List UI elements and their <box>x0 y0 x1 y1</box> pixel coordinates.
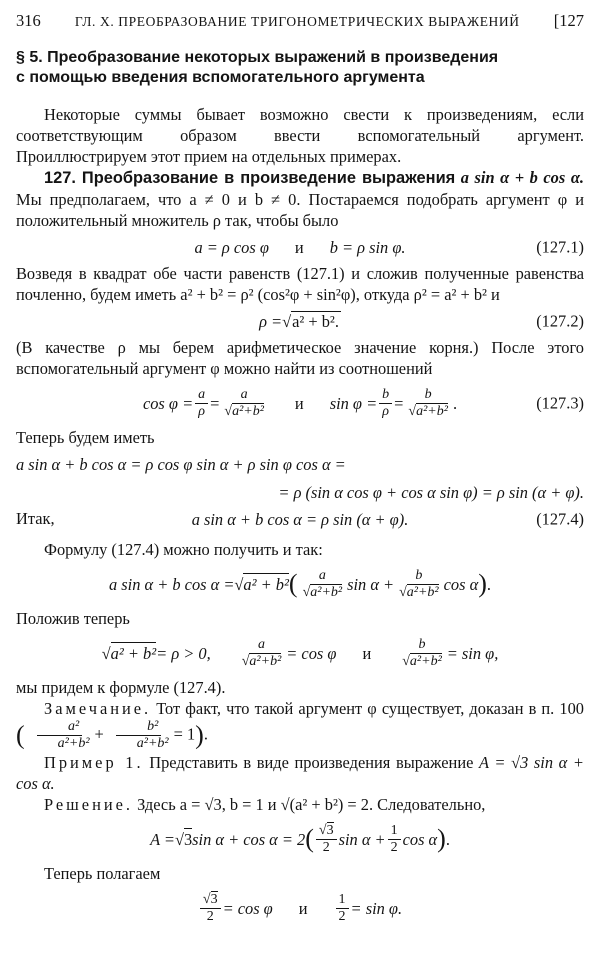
page-number: 316 <box>16 11 41 30</box>
solution-label: Решение. <box>44 795 133 814</box>
section-title-line-2: с помощью введения вспомогательного аргумента <box>16 69 425 86</box>
equation-solution: A = √ 3 sin α + cos α = 2 ( $\frac{√3}{2}$ sin α + $\frac{1}{2}$ cos α ) . <box>150 822 450 855</box>
fraction: $\frac{√3}{2}$ <box>200 892 221 925</box>
fraction: $\frac{a}{\text{√a²+b²}}$ <box>224 386 264 419</box>
equation-number-127-3: (127.3) <box>536 393 584 413</box>
fraction: $\frac{b}{\text{√a²+b²}}$ <box>399 567 439 600</box>
paragraph-setting: Положив теперь <box>16 609 130 628</box>
fraction: $\frac{\text{b²}}{\text{a²+b²}}$ <box>106 719 172 752</box>
equation-expansion-line-1: a sin α + b cos α = ρ cos φ sin α + ρ sin φ cos α = <box>16 454 346 474</box>
equation-final: $\frac{√3}{2}$ = cos φ и $\frac{1}{2}$ = sin φ. <box>16 888 584 928</box>
equation-127-2 <box>16 309 584 333</box>
fraction: $\frac{b}{\text{√a²+b²}}$ <box>408 386 448 419</box>
equation-127-3: cos φ = $\frac{a}{\rho}$ = $\frac{a}{\text{√a²+b²}}$ и sin φ = $\frac{b}{\rho}$ = $\frac{b}{\text{√a²+b²}}$ . (127.3) <box>142 386 584 419</box>
equation-127-2-lhs: ρ = <box>259 311 283 331</box>
paragraph-thus: Итак, <box>16 509 55 528</box>
equation-number-127-2: (127.2) <box>536 311 584 331</box>
solution-text: Здесь a = √3, b = 1 и √(a² + b²) = 2. Следовательно, <box>137 795 486 814</box>
paragraph-arrive: мы придем к формуле (127.4). <box>16 678 226 697</box>
paragraph-now-set: Теперь полагаем <box>44 864 161 883</box>
fraction: $\frac{\text{a²}}{\text{a²+b²}}$ <box>27 719 93 752</box>
solution-paragraph <box>16 794 584 815</box>
subsection-heading-expression: a sin α + b cos α. <box>460 168 584 187</box>
paragraph-squaring: Возведя в квадрат обе части равенств (127.1) и сложив полученные равенства почленно, будем иметь a² + b² = ρ² (cos²φ + sin²φ), откуда ρ² = a² + b² и <box>16 264 584 304</box>
example-expression: A = √3 sin α + cos α. <box>16 753 584 793</box>
equation-127-1 <box>16 235 584 259</box>
note-text: Тот факт, что такой аргумент φ существует, доказан в п. 100 <box>156 699 584 718</box>
fraction: $\frac{1}{2}$ <box>388 823 401 856</box>
example-paragraph <box>16 752 584 794</box>
example-text: Представить в виде произведения выражение <box>149 753 474 772</box>
equation-substitution: √ a² + b² = ρ > 0, $\frac{a}{\text{√a²+b²}}$ = cos φ и $\frac{b}{\text{√a²+b²}}$ = sin φ, <box>101 636 499 669</box>
fraction: $\frac{a}{\text{√a²+b²}}$ <box>241 636 282 669</box>
paragraph-root-choice: (В качестве ρ мы берем арифметическое значение корня.) После этого вспомогательный аргумент φ можно найти из соотношений <box>16 338 584 378</box>
equation-127-1-left: a = ρ cos φ <box>194 237 269 257</box>
equation-127-4 <box>16 507 584 531</box>
sqrt-symbol: √a² + b². <box>282 311 339 331</box>
intro-paragraph: Некоторые суммы бывает возможно свести к произведениям, если соответствующим образом ввести вспомогательный аргумент. Проиллюстрируем этот прием на отдельных примерах. <box>16 105 584 166</box>
fraction: $\frac{a}{\rho}$ <box>195 387 208 420</box>
fraction: $\frac{b}{\text{√a²+b²}}$ <box>402 636 442 669</box>
equation-number-127-4: (127.4) <box>536 509 584 529</box>
equation-127-2-radicand: a² + b². <box>292 311 339 331</box>
section-title-line-1: § 5. Преобразование некоторых выражений в произведения <box>16 49 499 66</box>
equation-expansion-line-2: = ρ (sin α cos φ + cos α sin φ) = ρ sin (α + φ). <box>278 482 584 502</box>
paragraph-now: Теперь будем иметь <box>16 428 155 447</box>
fraction: $\frac{a}{\text{√a²+b²}}$ <box>302 567 343 600</box>
note-paragraph: Замечание. Тот факт, что такой аргумент φ существует, доказан в п. 100 ( $\frac{\text{a²}}{\text{a²+b²}}$ + $\frac{\text{b²}}{\text{a²+b²}}$ = 1). <box>16 699 584 751</box>
fraction: $\frac{b}{\rho}$ <box>379 387 392 420</box>
subsection-heading-text: 127. Преобразование в произведение выражения <box>44 169 456 187</box>
equation-127-4-body: a sin α + b cos α = ρ sin (α + φ). <box>191 509 409 529</box>
paragraph-assumption: Мы предполагаем, что a ≠ 0 и b ≠ 0. Постараемся подобрать аргумент φ и положительный множитель ρ так, чтобы было <box>16 190 584 230</box>
subsection-heading <box>16 167 584 231</box>
running-header <box>16 10 584 32</box>
example-label: Пример 1. <box>44 753 144 772</box>
fraction: $\frac{1}{2}$ <box>336 892 349 925</box>
equation-number-127-1: (127.1) <box>536 237 584 257</box>
fraction: $\frac{√3}{2}$ <box>316 823 337 856</box>
section-title <box>16 48 584 88</box>
equation-127-1-and: и <box>294 237 304 257</box>
equation-alternate: a sin α + b cos α = √ a² + b² ( $\frac{a}{\text{√a²+b²}}$ sin α + $\frac{b}{\text{√a²+b²}}$ cos α ) . <box>109 567 491 600</box>
paragraph-alternate-derivation: Формулу (127.4) можно получить и так: <box>44 540 323 559</box>
note-label: Замечание. <box>44 699 152 718</box>
equation-127-1-right: b = ρ sin φ. <box>329 237 406 257</box>
section-reference: [127 <box>553 11 584 30</box>
running-title: ГЛ. X. ПРЕОБРАЗОВАНИЕ ТРИГОНОМЕТРИЧЕСКИХ ВЫРАЖЕНИЙ <box>74 14 520 29</box>
